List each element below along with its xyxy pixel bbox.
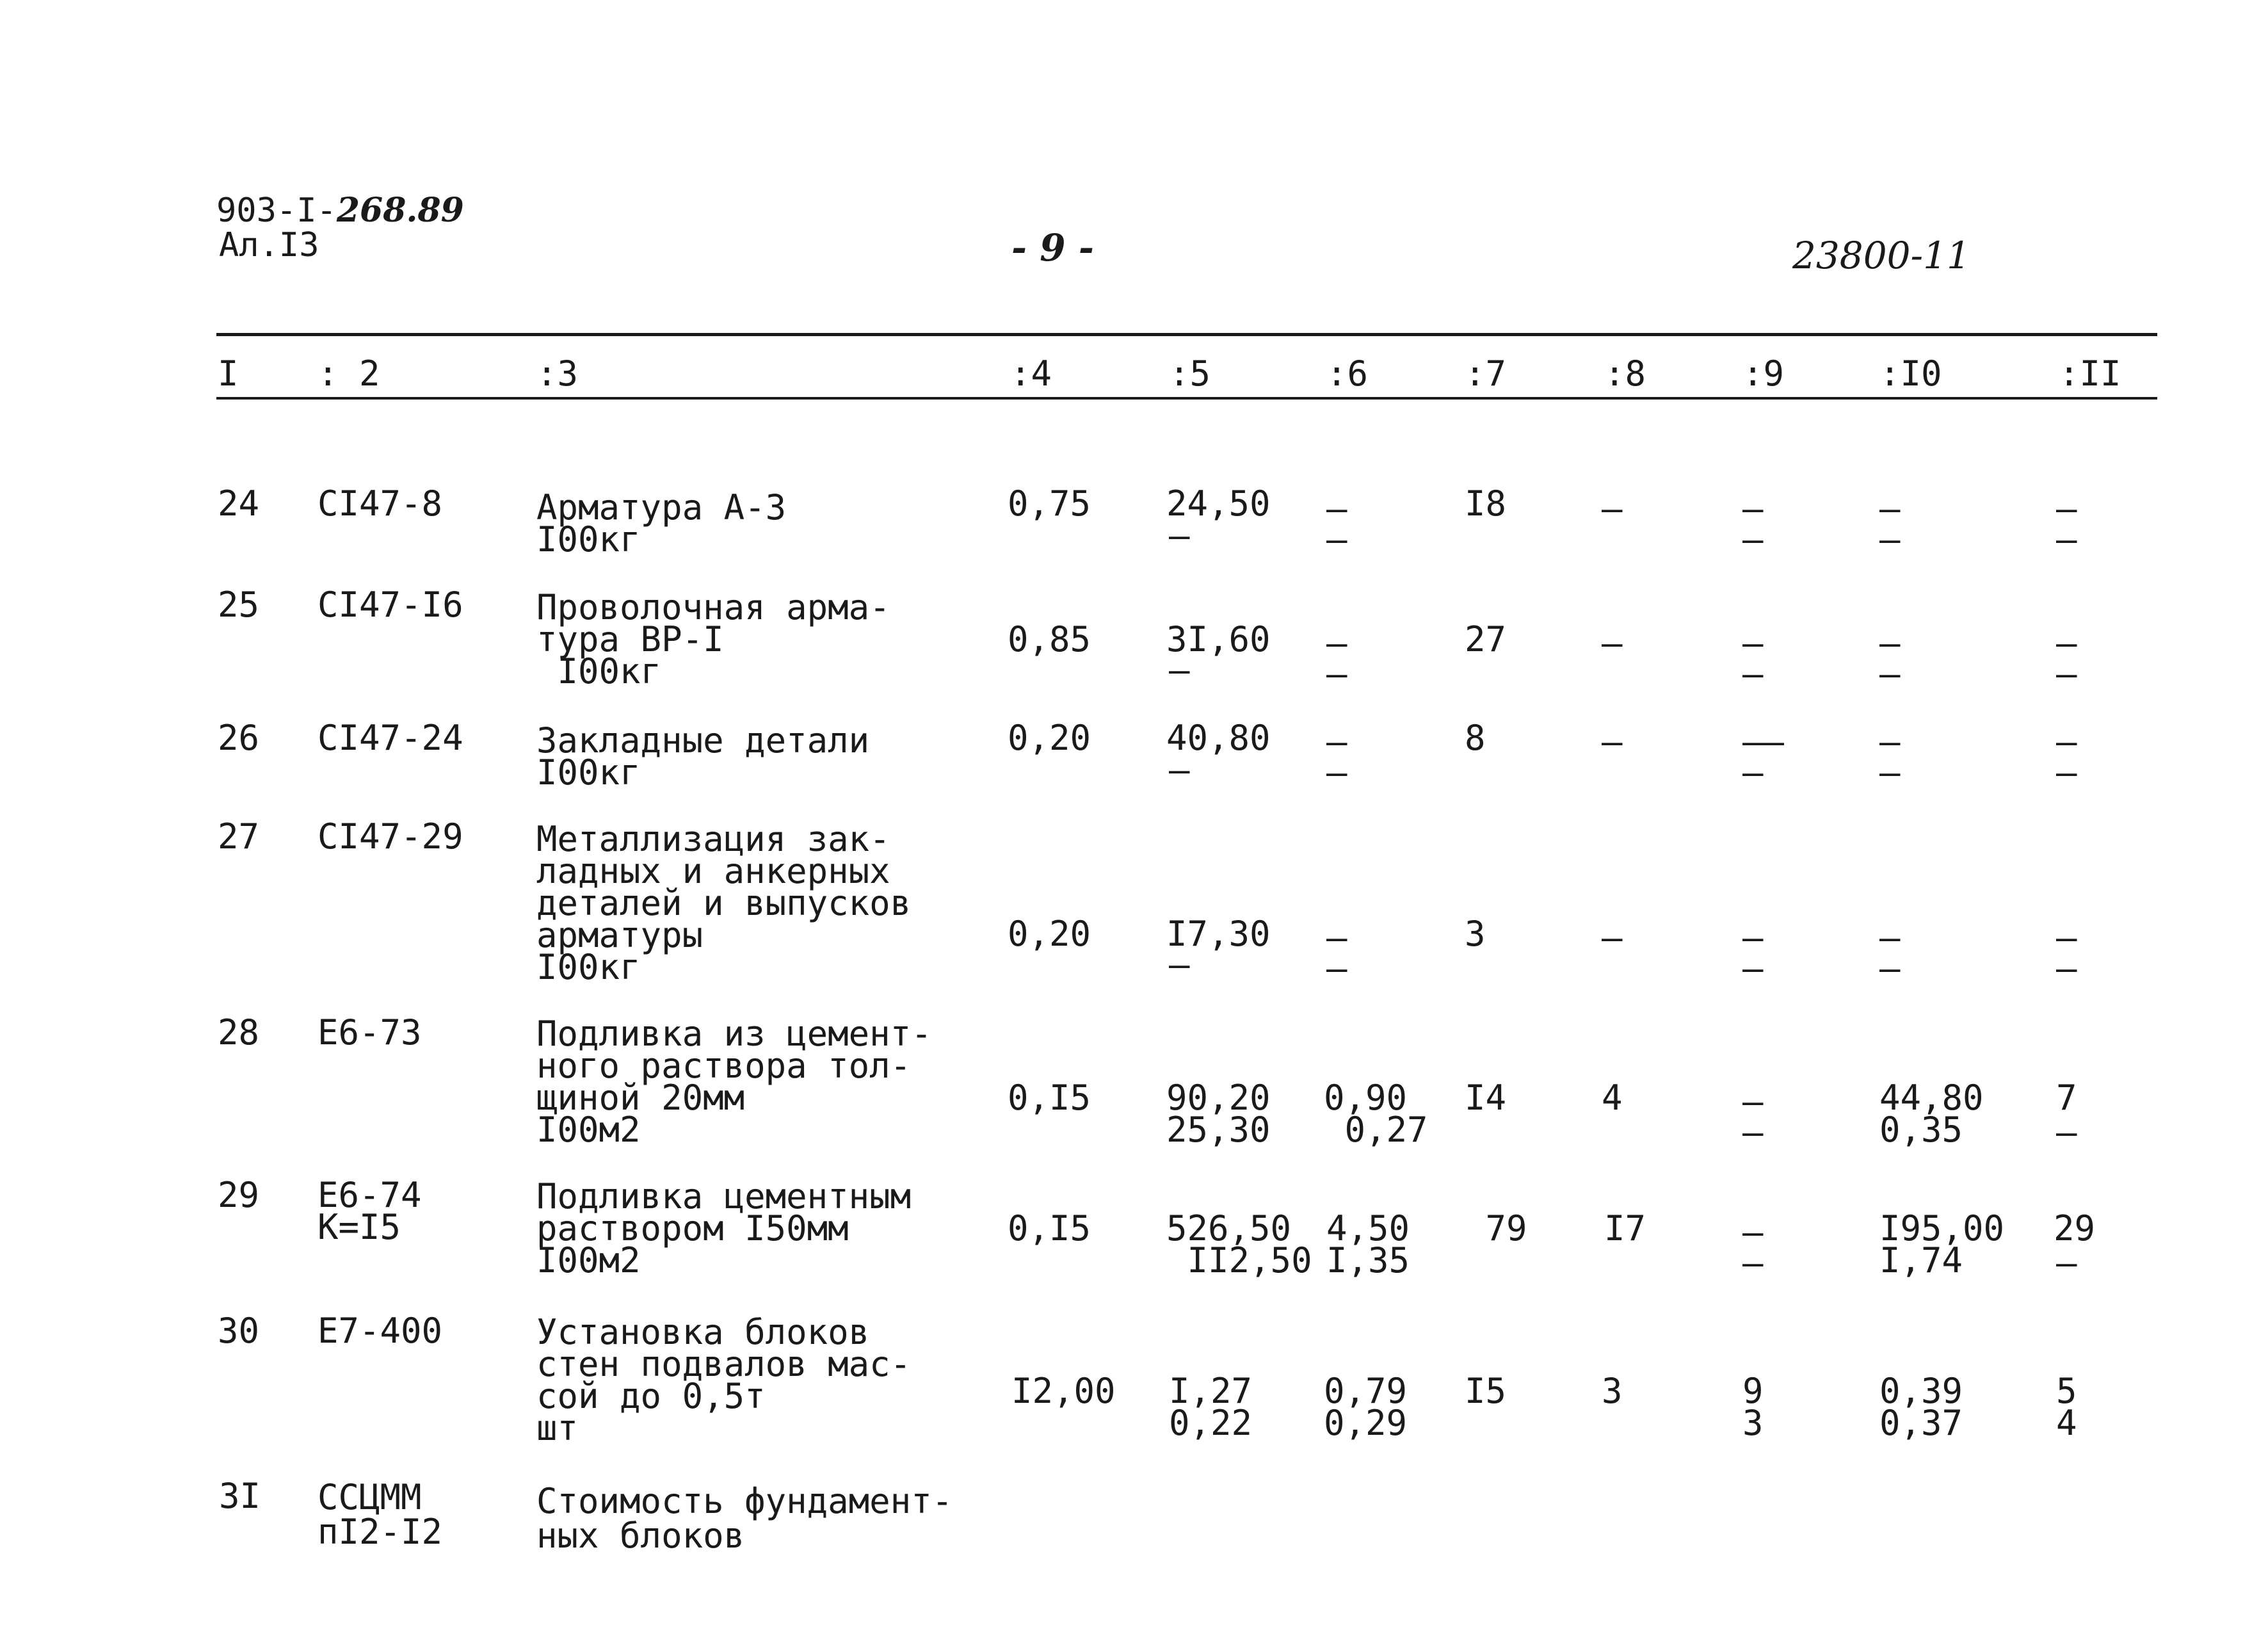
cell-col6-bottom: I,35 bbox=[1326, 1240, 1410, 1281]
row-number: 26 bbox=[218, 718, 260, 758]
cell-col11-top: – bbox=[2056, 722, 2077, 762]
row-number: 27 bbox=[218, 816, 260, 857]
inventory-number: 23800-11 bbox=[1792, 234, 1970, 277]
cell-col6-top: – bbox=[1326, 918, 1347, 958]
column-header-9: :9 bbox=[1742, 353, 1785, 394]
cell-col4: 0,20 bbox=[1008, 718, 1091, 758]
cell-col6-bottom: – bbox=[1326, 519, 1347, 560]
column-header-2: : 2 bbox=[318, 353, 380, 394]
row-number: 24 bbox=[218, 483, 260, 524]
doc-code-prefix: 903-I- bbox=[216, 191, 337, 230]
cell-col5-bottom: – bbox=[1169, 944, 1190, 985]
cell-col6-bottom: – bbox=[1326, 752, 1347, 793]
cell-col10-top: I95,00 bbox=[1879, 1208, 2005, 1249]
cell-col4: I2,00 bbox=[1011, 1371, 1116, 1411]
cell-col10-bottom: 0,37 bbox=[1879, 1403, 1963, 1443]
row-description: Проволочная арма- тура ВР-I I00кг bbox=[536, 587, 890, 691]
cell-col10-top: 44,80 bbox=[1879, 1078, 1984, 1118]
cell-col11-top: – bbox=[2056, 623, 2077, 663]
row-code: CI47-24 bbox=[318, 718, 463, 758]
cell-col10-top: – bbox=[1879, 918, 1901, 958]
cell-col7: 3 bbox=[1465, 914, 1486, 954]
cell-col9-bottom: – bbox=[1742, 1112, 1764, 1152]
cell-col9-bottom: – bbox=[1742, 752, 1764, 793]
row-description: Подливка из цемент- ного раствора тол- щиной 20мм I00м2 bbox=[536, 1014, 932, 1150]
row-description: Арматура А-3 I00кг bbox=[536, 487, 787, 560]
cell-col6-top: 0,79 bbox=[1324, 1371, 1408, 1411]
column-header-6: :6 bbox=[1326, 353, 1369, 394]
cell-col5-top: I7,30 bbox=[1166, 914, 1271, 954]
cell-col7: 27 bbox=[1465, 619, 1507, 659]
column-header-3: :3 bbox=[536, 353, 579, 394]
doc-code bbox=[216, 193, 464, 228]
cell-col11-top: 5 bbox=[2056, 1371, 2077, 1411]
cell-col8: – bbox=[1602, 489, 1623, 529]
row-description: Металлизация зак- ладных и анкерных деталей и выпусков арматуры I00кг bbox=[536, 819, 912, 987]
cell-col5-top: I,27 bbox=[1169, 1371, 1253, 1411]
row-description: Закладные детали I00кг bbox=[536, 720, 870, 793]
cell-col8: 3 bbox=[1602, 1371, 1623, 1411]
cell-col10-top: 0,39 bbox=[1879, 1371, 1963, 1411]
cell-col4: 0,20 bbox=[1008, 914, 1091, 954]
cell-col9-top: 9 bbox=[1742, 1371, 1764, 1411]
row-number: 30 bbox=[218, 1311, 260, 1351]
cell-col10-top: – bbox=[1879, 623, 1901, 663]
cell-col9-top: –– bbox=[1742, 722, 1785, 762]
cell-col5-bottom: – bbox=[1169, 515, 1190, 556]
cell-col7: 79 bbox=[1465, 1208, 1527, 1249]
cell-col10-top: – bbox=[1879, 489, 1901, 529]
row-number: 25 bbox=[218, 585, 260, 625]
row-code-line2: пI2-I2 bbox=[318, 1512, 443, 1552]
row-code: CI47-29 bbox=[318, 816, 463, 857]
column-header-11: :II bbox=[2059, 353, 2121, 394]
top-rule bbox=[216, 333, 2157, 336]
cell-col5-bottom: 0,22 bbox=[1169, 1403, 1253, 1443]
cell-col10-bottom: – bbox=[1879, 948, 1901, 989]
cell-col6-top: – bbox=[1326, 722, 1347, 762]
cell-col9-bottom: – bbox=[1742, 519, 1764, 560]
cell-col8: – bbox=[1602, 918, 1623, 958]
cell-col7: I8 bbox=[1465, 483, 1507, 524]
cell-col5-bottom: – bbox=[1169, 650, 1190, 690]
cell-col10-bottom: 0,35 bbox=[1879, 1110, 1963, 1150]
cell-col9-top: – bbox=[1742, 1212, 1764, 1252]
row-number: 3I bbox=[219, 1476, 261, 1516]
cell-col4: 0,75 bbox=[1008, 483, 1091, 524]
cell-col10-bottom: I,74 bbox=[1879, 1240, 1963, 1281]
row-number: 28 bbox=[218, 1012, 260, 1053]
row-code-line1: ССЦММ bbox=[318, 1477, 422, 1517]
row-description: Установка блоков стен подвалов мас- сой до 0,5т шт bbox=[536, 1312, 912, 1448]
cell-col8: I7 bbox=[1604, 1208, 1646, 1249]
cell-col5-top: 526,50 bbox=[1166, 1208, 1292, 1249]
cell-col11-bottom: – bbox=[2056, 1243, 2077, 1283]
row-code: Е6-73 bbox=[318, 1012, 422, 1053]
cell-col6-bottom: – bbox=[1326, 948, 1347, 989]
cell-col9-bottom: – bbox=[1742, 1243, 1764, 1283]
cell-col10-bottom: – bbox=[1879, 752, 1901, 793]
cell-col4: 0,85 bbox=[1008, 619, 1091, 659]
cell-col7: I4 bbox=[1465, 1078, 1507, 1118]
cell-col10-bottom: – bbox=[1879, 519, 1901, 560]
row-number: 29 bbox=[218, 1175, 260, 1215]
sheet-label: Ал.I3 bbox=[219, 226, 319, 264]
cell-col5-top: 40,80 bbox=[1166, 718, 1271, 758]
cell-col4: 0,I5 bbox=[1008, 1078, 1091, 1118]
cell-col5-top: 3I,60 bbox=[1166, 619, 1271, 659]
cell-col5-top: 90,20 bbox=[1166, 1078, 1271, 1118]
cell-col9-top: – bbox=[1742, 623, 1764, 663]
cell-col11-top: 29 bbox=[2054, 1208, 2096, 1249]
row-code: Е7-400 bbox=[318, 1311, 443, 1351]
cell-col11-top: – bbox=[2056, 918, 2077, 958]
cell-col9-bottom: – bbox=[1742, 654, 1764, 694]
cell-col9-bottom: 3 bbox=[1742, 1403, 1764, 1443]
cell-col11-bottom: – bbox=[2056, 1112, 2077, 1152]
cell-col6-top: – bbox=[1326, 623, 1347, 663]
cell-col5-bottom: 25,30 bbox=[1166, 1110, 1271, 1150]
row-description: Стоимость фундамент- ных блоков bbox=[536, 1481, 953, 1556]
cell-col8: 4 bbox=[1602, 1078, 1623, 1118]
cell-col5-bottom: II2,50 bbox=[1166, 1240, 1312, 1281]
cell-col11-bottom: – bbox=[2056, 752, 2077, 793]
cell-col5-bottom: – bbox=[1169, 750, 1190, 790]
column-header-4: :4 bbox=[1010, 353, 1052, 394]
cell-col11-bottom: – bbox=[2056, 519, 2077, 560]
cell-col6-top: – bbox=[1326, 489, 1347, 529]
row-code-line1: Е6-74 bbox=[318, 1175, 422, 1215]
cell-col6-top: 4,50 bbox=[1326, 1208, 1410, 1249]
cell-col9-top: – bbox=[1742, 489, 1764, 529]
cell-col8: – bbox=[1602, 722, 1623, 762]
cell-col10-bottom: – bbox=[1879, 654, 1901, 694]
cell-col4: 0,I5 bbox=[1008, 1208, 1091, 1249]
row-code: CI47-8 bbox=[318, 483, 443, 524]
cell-col6-bottom: 0,27 bbox=[1324, 1110, 1428, 1150]
column-header-1: I bbox=[218, 353, 239, 394]
row-code: CI47-I6 bbox=[318, 585, 463, 625]
cell-col11-bottom: – bbox=[2056, 654, 2077, 694]
cell-col7: I5 bbox=[1465, 1371, 1507, 1411]
cell-col6-bottom: – bbox=[1326, 654, 1347, 694]
cell-col11-top: 7 bbox=[2056, 1078, 2077, 1118]
row-description: Подливка цементным раствором I50мм I00м2 bbox=[536, 1176, 912, 1281]
cell-col11-bottom: – bbox=[2056, 948, 2077, 989]
cell-col6-bottom: 0,29 bbox=[1324, 1403, 1408, 1443]
header-rule bbox=[216, 397, 2157, 400]
column-header-10: :I0 bbox=[1879, 353, 1942, 394]
row-code-line2: К=I5 bbox=[318, 1207, 401, 1247]
cell-col7: 8 bbox=[1465, 718, 1486, 758]
cell-col9-bottom: – bbox=[1742, 948, 1764, 989]
column-header-8: :8 bbox=[1604, 353, 1646, 394]
cell-col8: – bbox=[1602, 623, 1623, 663]
cell-col11-top: – bbox=[2056, 489, 2077, 529]
cell-col5-top: 24,50 bbox=[1166, 483, 1271, 524]
cell-col9-top: – bbox=[1742, 1081, 1764, 1122]
cell-col11-bottom: 4 bbox=[2056, 1403, 2077, 1443]
column-header-7: :7 bbox=[1465, 353, 1507, 394]
doc-code-handwritten: 268.89 bbox=[336, 191, 464, 230]
cell-col9-top: – bbox=[1742, 918, 1764, 958]
page-number: - 9 - bbox=[1011, 226, 1094, 270]
cell-col10-top: – bbox=[1879, 722, 1901, 762]
column-header-5: :5 bbox=[1169, 353, 1211, 394]
cell-col6-top: 0,90 bbox=[1324, 1078, 1408, 1118]
